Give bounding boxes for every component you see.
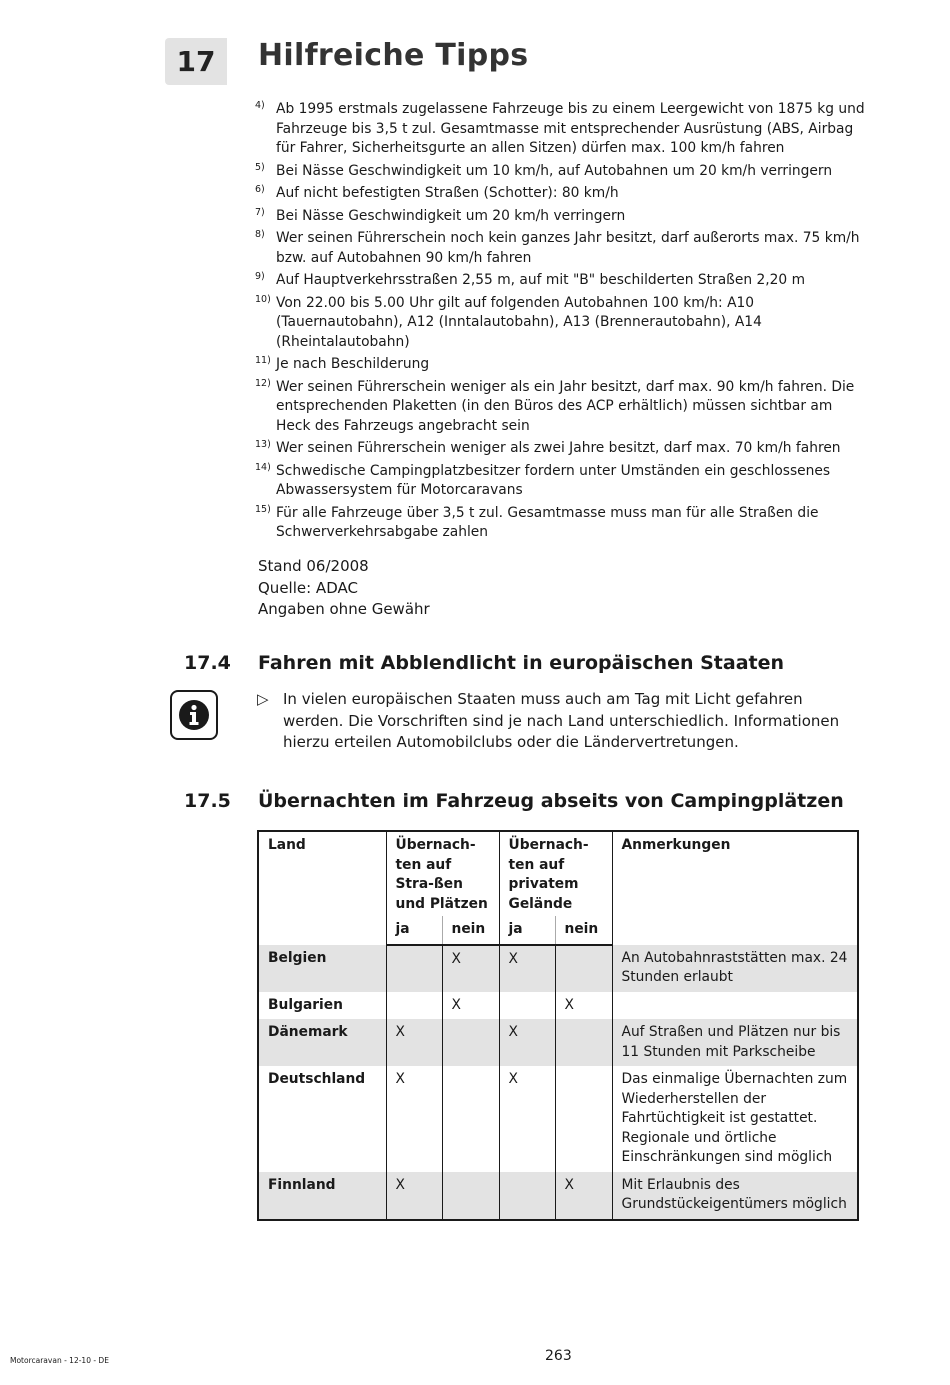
- footnote-text: Auf nicht befestigten Straßen (Schotter): 80 km/h: [276, 185, 619, 201]
- header-ja: ja: [386, 916, 442, 945]
- info-text: In vielen europäischen Staaten muss auch am Tag mit Licht gefahren werden. Die Vorschriften sind je nach Land unterschiedlich. Informationen hierzu erteilen Automobilclubs oder die Ländervertretungen.: [283, 690, 840, 751]
- footnote-text: Bei Nässe Geschwindigkeit um 20 km/h verringern: [276, 207, 626, 224]
- strassen-nein-cell: [442, 1019, 499, 1066]
- footnote-text: Je nach Beschilderung: [276, 356, 430, 372]
- header-ja: ja: [499, 916, 555, 945]
- strassen-ja-cell: X: [386, 1066, 442, 1172]
- strassen-ja-cell: X: [386, 1172, 442, 1220]
- footnote: [255, 229, 865, 268]
- country-cell: Bulgarien: [268, 996, 343, 1013]
- footnote: [255, 462, 865, 501]
- note-cell: An Autobahnraststätten max. 24 Stunden erlaubt: [612, 945, 858, 992]
- privat-nein-cell: [555, 945, 612, 992]
- header-privat: Übernach-ten auf privatem Gelände: [499, 831, 612, 916]
- header-anmerkungen: Anmerkungen: [612, 831, 858, 945]
- country-cell: Finnland: [258, 1172, 386, 1220]
- section-title: Übernachten im Fahrzeug abseits von Campingplätzen: [258, 790, 844, 812]
- footnote-text: Ab 1995 erstmals zugelassene Fahrzeuge bis zu einem Leergewicht von 1875 kg und Fahrzeuge bis 3,5 t zul. Gesamtmasse mit entsprechender Ausrüstung (ABS, Airbag für Fahrer, Sicherheitsgurte an allen Sitzen) dürfen max. 100 km/h fahren: [276, 101, 865, 156]
- footnote-number: 9): [255, 271, 265, 282]
- footnote-text: Wer seinen Führerschein weniger als zwei Jahre besitzt, darf max. 70 km/h fahren: [276, 440, 841, 456]
- source-name: Quelle: ADAC: [258, 578, 358, 597]
- section-number: 17.4: [184, 652, 231, 674]
- privat-ja-cell: [499, 992, 555, 1020]
- footnote: [255, 355, 865, 375]
- strassen-ja-cell: X: [386, 1019, 442, 1066]
- source-note: [258, 556, 430, 621]
- footnote-number: 7): [255, 206, 265, 218]
- footnote-text: Wer seinen Führerschein noch kein ganzes Jahr besitzt, darf außerorts max. 75 km/h bzw. auf Autobahnen 90 km/h fahren: [276, 230, 860, 266]
- footnote-number: 8): [255, 229, 265, 240]
- strassen-nein-cell: X: [442, 992, 499, 1020]
- header-nein: nein: [442, 916, 499, 945]
- footnote: [255, 100, 865, 159]
- footnote-text: Schwedische Campingplatzbesitzer fordern unter Umständen ein geschlossenes Abwassersystem für Motorcaravans: [276, 462, 831, 498]
- triangle-bullet-icon: ▷: [257, 690, 269, 708]
- strassen-ja-cell: [386, 945, 442, 992]
- privat-nein-cell: X: [555, 1172, 612, 1220]
- privat-nein-cell: [555, 1019, 612, 1066]
- header-nein: nein: [555, 916, 612, 945]
- strassen-nein-cell: X: [442, 945, 499, 992]
- footnote: [255, 184, 865, 204]
- note-cell: [612, 992, 858, 1020]
- footnote-text: Wer seinen Führerschein weniger als ein Jahr besitzt, darf max. 90 km/h fahren. Die entsprechenden Plaketten (in den Büros des ACP erhältlich) müssen sichtbar am Heck des Fahrzeugs angebracht sein: [276, 378, 855, 434]
- note-cell: Das einmalige Übernachten zum Wiederherstellen der Fahrtüchtigkeit ist gestattet. Regionale und örtliche Einschränkungen sind möglich: [612, 1066, 858, 1172]
- page-number: 263: [545, 1348, 572, 1364]
- table-row: [258, 1172, 858, 1220]
- header-land: Land: [268, 837, 306, 853]
- country-cell: Belgien: [258, 945, 386, 992]
- info-icon: [170, 690, 218, 740]
- section-number: 17.5: [184, 790, 231, 812]
- header-strassen: Übernach-ten auf Stra-ßen und Plätzen: [386, 831, 499, 916]
- source-date: Stand 06/2008: [258, 557, 369, 575]
- table-row: [258, 1066, 858, 1172]
- footnote-number: 10): [255, 293, 271, 305]
- footnote-number: 4): [255, 100, 265, 111]
- table-row: [258, 992, 858, 1020]
- privat-ja-cell: [499, 1172, 555, 1220]
- footnote-number: 11): [255, 355, 271, 366]
- footnote-number: 15): [255, 503, 271, 515]
- privat-nein-cell: X: [555, 992, 612, 1020]
- note-cell: Mit Erlaubnis des Grundstückeigentümers möglich: [612, 1172, 858, 1220]
- info-bullet: [257, 689, 857, 754]
- footnote-number: 5): [255, 161, 265, 173]
- footnote: [255, 504, 865, 543]
- chapter-number: 17: [165, 38, 227, 85]
- footnote-text: Auf Hauptverkehrsstraßen 2,55 m, auf mit "B" beschilderten Straßen 2,20 m: [276, 272, 806, 288]
- strassen-nein-cell: [442, 1066, 499, 1172]
- overnight-table: [257, 830, 859, 1221]
- strassen-nein-cell: [442, 1172, 499, 1220]
- note-cell: Auf Straßen und Plätzen nur bis 11 Stunden mit Parkscheibe: [612, 1019, 858, 1066]
- footnote-number: 12): [255, 377, 271, 389]
- footnote: [255, 207, 865, 227]
- footnote: [255, 271, 865, 291]
- footnote-text: Für alle Fahrzeuge über 3,5 t zul. Gesamtmasse muss man für alle Straßen die Schwerverkehrsabgabe zahlen: [276, 504, 819, 540]
- footnote-text: Von 22.00 bis 5.00 Uhr gilt auf folgenden Autobahnen 100 km/h: A10 (Tauernautobahn), A12 (Inntalautobahn), A13 (Brennerautobahn), A14 (Rheintalautobahn): [276, 294, 762, 350]
- footnote-number: 14): [255, 461, 271, 473]
- country-cell: Deutschland: [268, 1071, 366, 1087]
- country-cell: Dänemark: [258, 1019, 386, 1066]
- footnote: [255, 439, 865, 459]
- footnote-list: [255, 100, 865, 546]
- privat-ja-cell: X: [499, 945, 555, 992]
- source-disclaimer: Angaben ohne Gewähr: [258, 600, 430, 618]
- footer-doc-id: Motorcaravan - 12-10 - DE: [10, 1356, 109, 1365]
- footnote-number: 13): [255, 439, 271, 450]
- footnote: [255, 378, 865, 437]
- privat-ja-cell: X: [499, 1066, 555, 1172]
- footnote-number: 6): [255, 184, 265, 195]
- footnote: [255, 294, 865, 353]
- table-row: [258, 1019, 858, 1066]
- chapter-title: Hilfreiche Tipps: [258, 38, 529, 73]
- footnote: [255, 162, 865, 182]
- section-title: Fahren mit Abblendlicht in europäischen Staaten: [258, 652, 785, 674]
- footnote-text: Bei Nässe Geschwindigkeit um 10 km/h, auf Autobahnen um 20 km/h verringern: [276, 162, 833, 179]
- privat-ja-cell: X: [499, 1019, 555, 1066]
- privat-nein-cell: [555, 1066, 612, 1172]
- strassen-ja-cell: [386, 992, 442, 1020]
- table-row: [258, 945, 858, 992]
